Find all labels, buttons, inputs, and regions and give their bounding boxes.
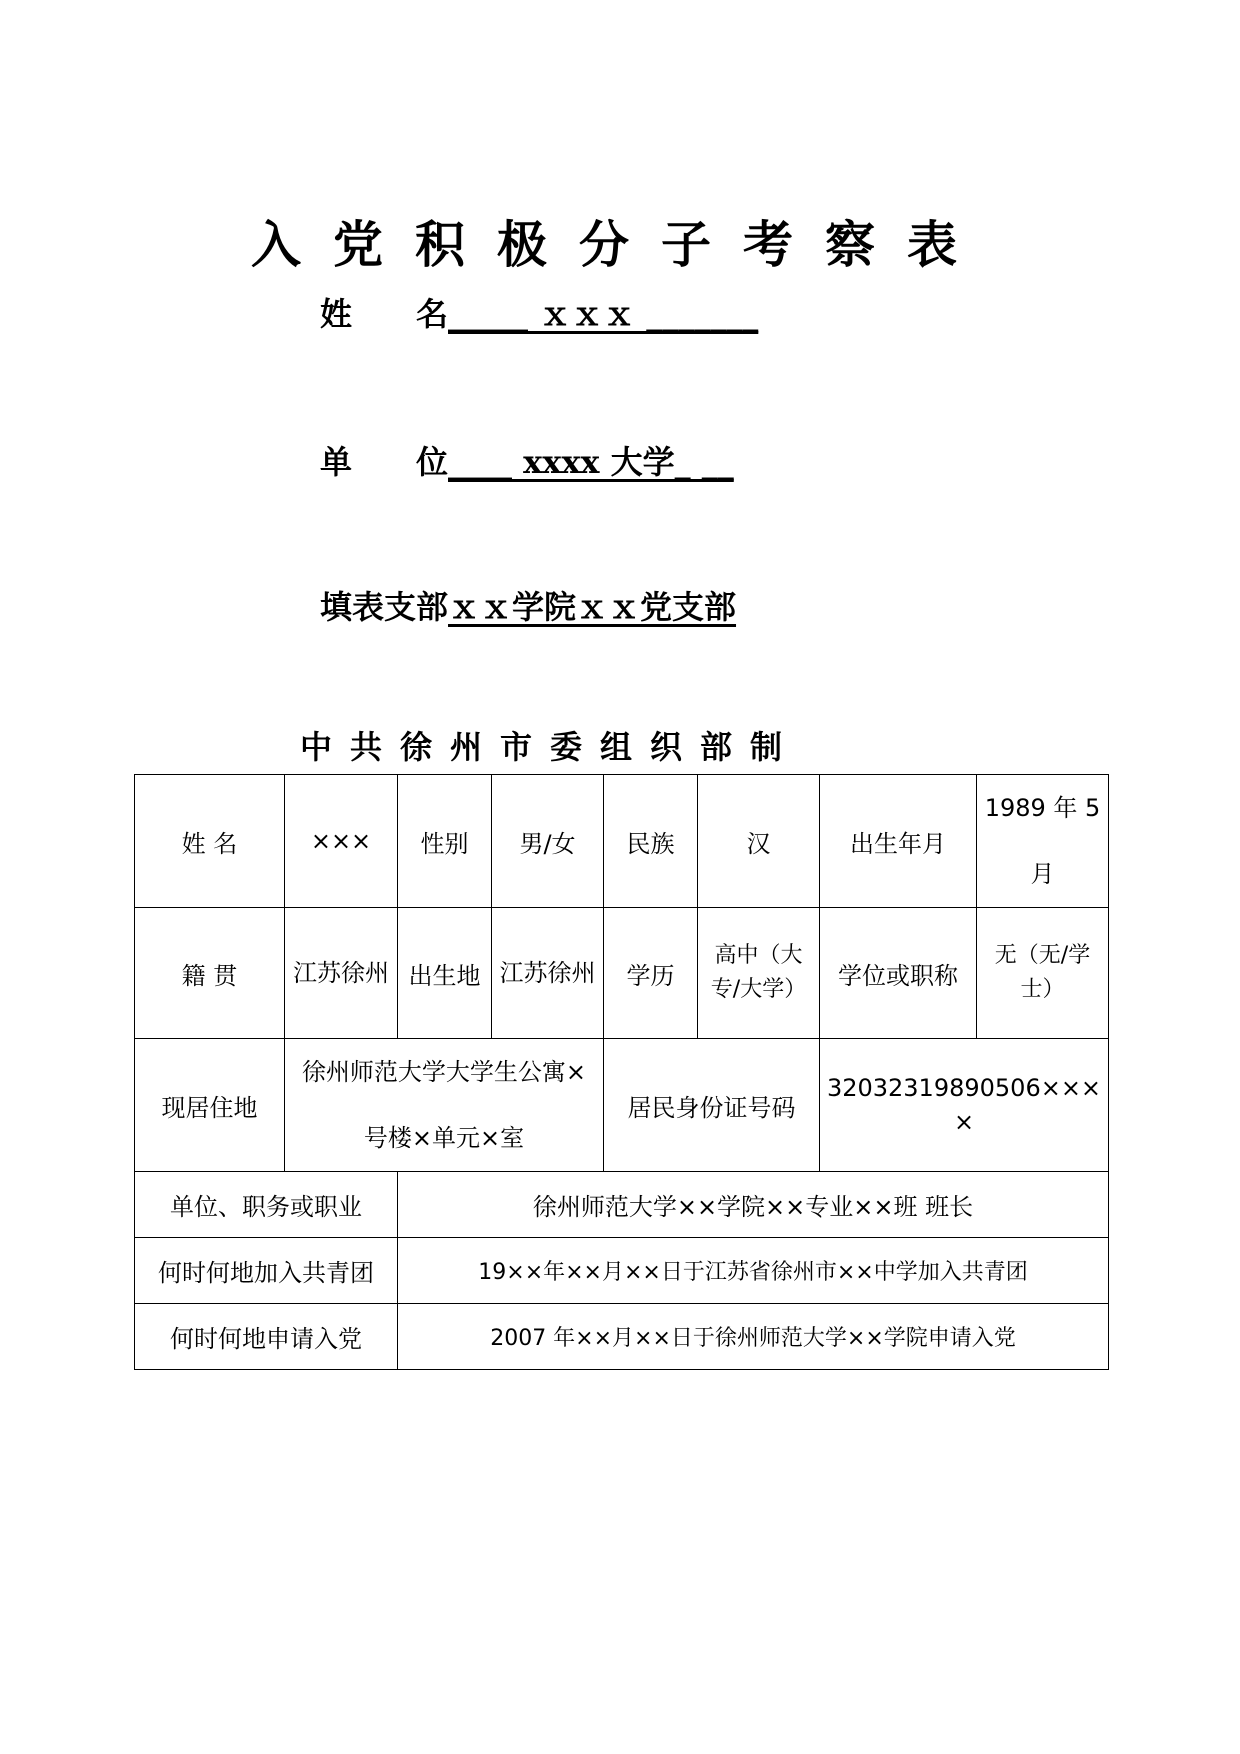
birthplace-label-cell: 出生地 (398, 908, 492, 1039)
birth-label-cell: 出生年月 (820, 775, 977, 908)
table-row (135, 775, 1109, 908)
job-value-cell: 徐州师范大学××学院××专业××班 班长 (398, 1172, 1109, 1238)
league-label-cell: 何时何地加入共青团 (135, 1238, 398, 1304)
gender-value-cell: 男/女 (492, 775, 604, 908)
birthplace-value-cell: 江苏徐州 (492, 908, 604, 1039)
origin-label-cell: 籍 贯 (135, 908, 285, 1039)
table-row (135, 1039, 1109, 1172)
address-value-cell: 徐州师范大学大学生公寓×号楼×单元×室 (285, 1039, 604, 1172)
cover-branch-label: 填表支部 (320, 588, 449, 626)
origin-value-cell: 江苏徐州 (285, 908, 398, 1039)
cover-unit-value: ____ xxxx 大学_ __ (448, 443, 734, 481)
cover-name-field (320, 292, 758, 336)
issuer-line: 中共徐州市委组织部制 (300, 728, 801, 766)
name-label-cell: 姓 名 (135, 775, 285, 908)
ethnic-value-cell: 汉 (698, 775, 820, 908)
gender-label-cell: 性别 (398, 775, 492, 908)
id-label-cell: 居民身份证号码 (604, 1039, 820, 1172)
id-value-cell: 32032319890506×××× (820, 1039, 1109, 1172)
document-title: 入党积极分子考察表 (251, 215, 989, 274)
address-label-cell: 现居住地 (135, 1039, 285, 1172)
cover-name-value: _____ ｘｘｘ _______ (448, 295, 759, 333)
cover-unit-field (320, 440, 734, 484)
degree-value-cell: 无（无/学士） (977, 908, 1109, 1039)
table-row (135, 1172, 1109, 1238)
birth-value-cell: 1989 年 5 月 (977, 775, 1109, 908)
name-value-cell: ××× (285, 775, 398, 908)
education-label-cell: 学历 (604, 908, 698, 1039)
party-label-cell: 何时何地申请入党 (135, 1304, 398, 1370)
ethnic-label-cell: 民族 (604, 775, 698, 908)
cover-branch-value: ｘｘ学院ｘｘ党支部 (448, 588, 737, 626)
league-value-cell: 19××年××月××日于江苏省徐州市××中学加入共青团 (398, 1238, 1109, 1304)
party-value-cell: 2007 年××月××日于徐州师范大学××学院申请入党 (398, 1304, 1109, 1370)
table-row (135, 908, 1109, 1039)
cover-name-label: 姓 名 (320, 295, 449, 333)
cover-unit-label: 单 位 (320, 443, 449, 481)
cover-branch-field (320, 585, 736, 629)
job-label-cell: 单位、职务或职业 (135, 1172, 398, 1238)
degree-label-cell: 学位或职称 (820, 908, 977, 1039)
education-value-cell: 高中（大专/大学） (698, 908, 820, 1039)
table-row (135, 1304, 1109, 1370)
applicant-info-table (134, 774, 1109, 1370)
table-row (135, 1238, 1109, 1304)
